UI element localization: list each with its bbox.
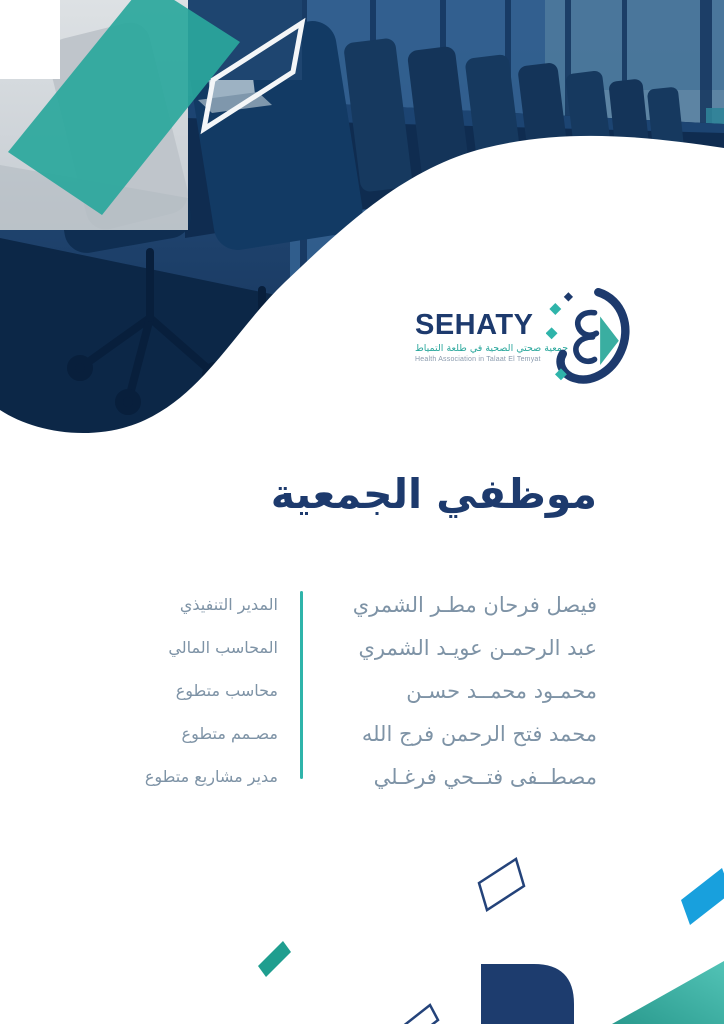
logo-tagline-english: Health Association in Talaat El Temyat (415, 355, 541, 363)
staff-role: مصـمم متطوع (181, 724, 278, 743)
divider-line (300, 591, 303, 779)
navy-rounded-block-shape (481, 964, 574, 1024)
roles-column (108, 583, 278, 798)
logo-wordmark: SEHATY (415, 309, 534, 342)
cyan-parallelogram-shape (681, 868, 724, 925)
staff-role: المدير التنفيذي (179, 595, 278, 614)
logo-calligraphy-icon (546, 288, 630, 386)
logo-text-block (415, 309, 569, 363)
small-outline-parallelogram-shape (402, 1005, 438, 1024)
parallelogram-outline-shape (479, 859, 524, 910)
logo-tagline-arabic: جمعية صحتي الصحية في طلعة التمياط (415, 343, 569, 355)
staff-list (108, 583, 597, 798)
staff-role: المحاسب المالي (168, 638, 278, 657)
teal-triangle-shape (612, 961, 724, 1024)
bottom-decoration (0, 844, 724, 1024)
staff-role: محاسب متطوع (175, 681, 278, 700)
staff-name: مصطــفى فتــحي فرغـلي (373, 764, 597, 789)
teal-parallelogram-shape (258, 941, 291, 977)
staff-name: عبد الرحمـن عويـد الشمري (358, 635, 597, 660)
logo (415, 288, 630, 386)
staff-role: مدير مشاريع متطوع (144, 767, 278, 786)
staff-name: محمـود محمــد حسـن (406, 678, 597, 703)
staff-name: محمد فتح الرحمن فرج الله (361, 721, 597, 746)
names-column (317, 583, 597, 798)
page-title: موظفي الجمعية (270, 470, 597, 518)
staff-name: فيصل فرحان مطـر الشمري (352, 592, 597, 617)
